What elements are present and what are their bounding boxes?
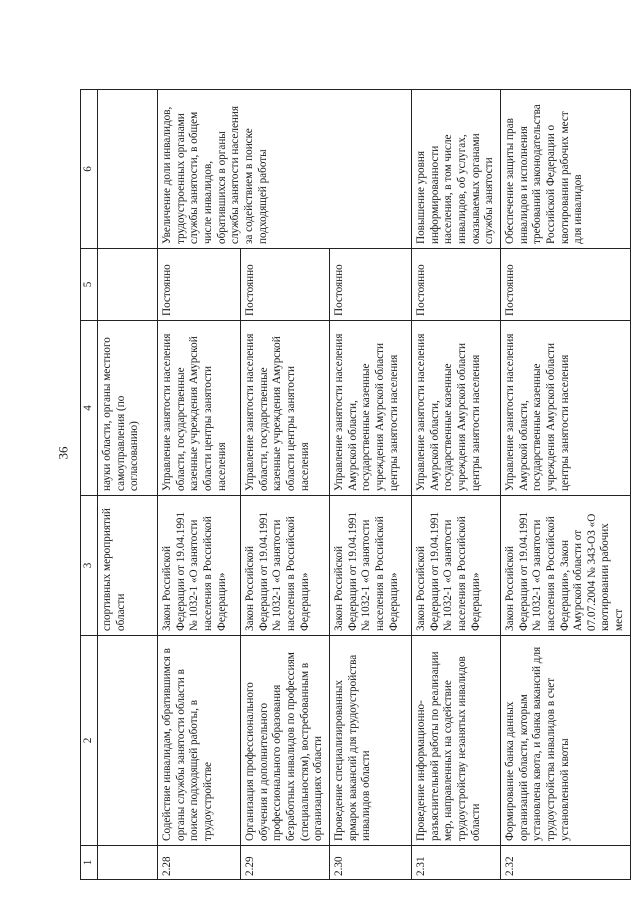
row-number: 2.30 — [329, 846, 411, 880]
header-cell: 3 — [81, 496, 98, 636]
term-cell: Постоянно — [500, 249, 630, 321]
legal-basis-cell: Закон Российской Федерации от 19.04.1991 № 1032-1 «О занятости населения в Российской Федерации», Закон Амурской области от 07.07.2004 № 343-ОЗ «О квотировании рабочих мест — [500, 496, 630, 636]
measure-cell — [98, 636, 158, 846]
table-row — [500, 90, 630, 880]
measure-cell: Проведение специализированных ярмарок вакансий для трудоустройства инвалидов области — [329, 636, 411, 846]
result-cell: Увеличение доли инвалидов, трудоустроенных органами службы занятости, в общем числе инвалидов, обратившихся в органы службы занятости населения за содействием в поиске подходящей работы — [158, 90, 412, 249]
measure-cell: Формирование банка данных организаций области, которым установлена квота, и банка вакансий для трудоустройства инвалидов в счет установленной квоты — [500, 636, 630, 846]
table-row — [98, 90, 158, 880]
header-cell: 2 — [81, 636, 98, 846]
header-cell: 1 — [81, 846, 98, 880]
result-cell: Повышение уровня информированности населения, в том числе инвалидов, об услугах, оказываемых органами службы занятости — [411, 90, 500, 249]
term-cell — [98, 249, 158, 321]
table-row — [411, 90, 500, 880]
term-cell: Постоянно — [241, 249, 330, 321]
result-cell: Обеспечение защиты прав инвалидов и исполнения требований законодательства Российской Федерации о квотировании рабочих мест для инвалидов — [500, 90, 630, 249]
legal-basis-cell: спортивных мероприятий области — [98, 496, 158, 636]
header-row — [81, 90, 98, 880]
executor-cell: Управление занятости населения Амурской области, государственные казенные учреждения Амурской области центры занятости населения — [500, 321, 630, 496]
row-number: 2.29 — [241, 846, 330, 880]
table-row — [158, 90, 241, 880]
measures-table — [80, 89, 631, 880]
header-cell: 4 — [81, 321, 98, 496]
header-cell: 5 — [81, 249, 98, 321]
row-number: 2.31 — [411, 846, 500, 880]
rotated-table-wrapper — [80, 90, 626, 880]
measure-cell: Проведение информационно-разъяснительной работы по реализации мер, направленных на содействие трудоустройству незанятых инвалидов области — [411, 636, 500, 846]
row-number — [98, 846, 158, 880]
legal-basis-cell: Закон Российской Федерации от 19.04.1991 № 1032-1 «О занятости населения в Российской Федерации» — [158, 496, 241, 636]
term-cell: Постоянно — [329, 249, 411, 321]
measure-cell: Содействие инвалидам, обратившимся в органы службы занятости области в поиске подходящей работы, в трудоустройстве — [158, 636, 241, 846]
executor-cell: Управление занятости населения Амурской области, государственные казенные учреждения Амурской области центры занятости населения — [329, 321, 411, 496]
executor-cell: Управление занятости населения области, государственные казенные учреждения Амурской области центры занятости населения — [158, 321, 241, 496]
executor-cell: Управление занятости населения Амурской области, государственные казенные учреждения Амурской области центры занятости населения — [411, 321, 500, 496]
page-number: 36 — [55, 446, 71, 460]
term-cell: Постоянно — [158, 249, 241, 321]
legal-basis-cell: Закон Российской Федерации от 19.04.1991 № 1032-1 «О занятости населения в Российской Федерации» — [329, 496, 411, 636]
row-number: 2.32 — [500, 846, 630, 880]
executor-cell: науки области, органы местного самоуправления (по согласованию) — [98, 321, 158, 496]
legal-basis-cell: Закон Российской Федерации от 19.04.1991 № 1032-1 «О занятости населения в Российской Федерации» — [241, 496, 330, 636]
header-cell: 6 — [81, 90, 98, 249]
legal-basis-cell: Закон Российской Федерации от 19.04.1991 № 1032-1 «О занятости населения в Российской Федерации» — [411, 496, 500, 636]
result-cell — [98, 90, 158, 249]
executor-cell: Управление занятости населения области, государственные казенные учреждения Амурской области центры занятости населения — [241, 321, 330, 496]
row-number: 2.28 — [158, 846, 241, 880]
measure-cell: Организация профессионального обучения и дополнительного профессионального образования безработных инвалидов по профессиям (специальностям), востребованным в организациях области — [241, 636, 330, 846]
term-cell: Постоянно — [411, 249, 500, 321]
